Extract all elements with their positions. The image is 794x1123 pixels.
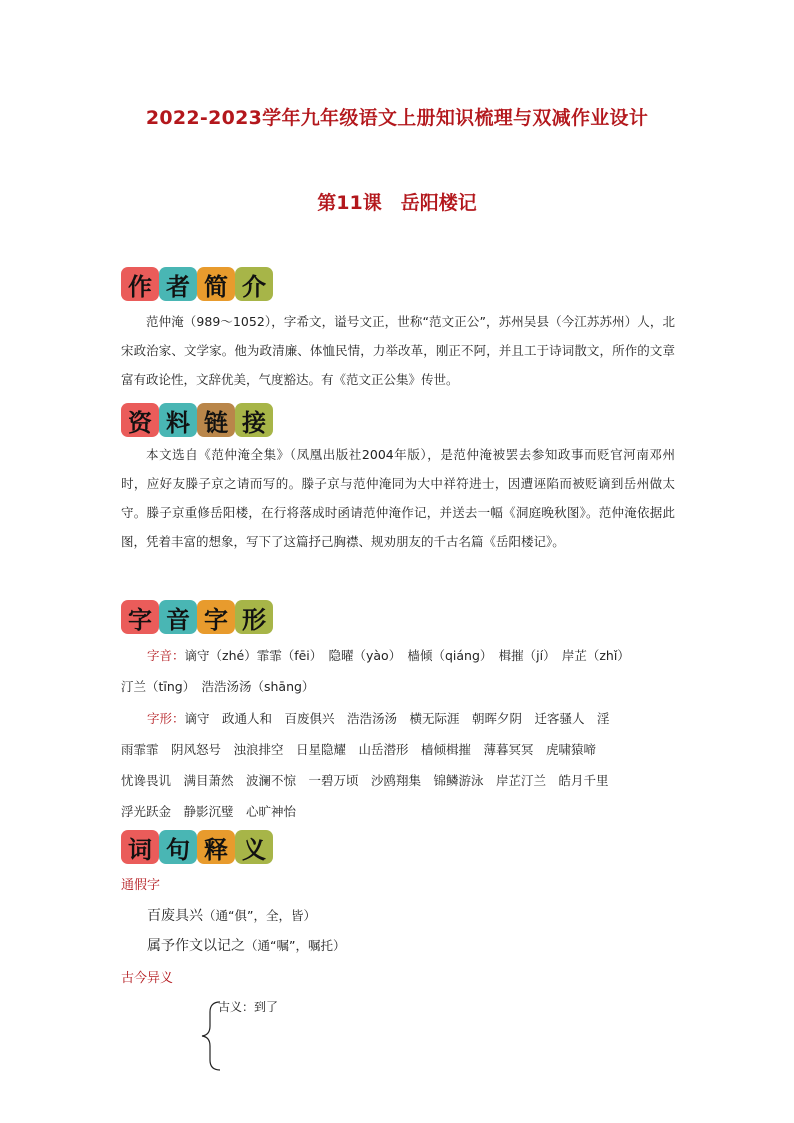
tongjia-note: （通“俱”，全，皆） xyxy=(203,908,316,923)
header-tile: 形 xyxy=(235,600,273,634)
header-tile: 词 xyxy=(121,830,159,864)
pronunciation-line-1 xyxy=(147,646,630,664)
pronunciation-line-2: 汀兰（tīng） 浩浩汤汤（shāng） xyxy=(121,679,315,694)
header-tile: 简 xyxy=(197,267,235,301)
header-tile: 音 xyxy=(159,600,197,634)
shape-text: 谪守 政通人和 百废俱兴 浩浩汤汤 横无际涯 朝晖夕阴 迁客骚人 淫 xyxy=(184,711,610,726)
tongjia-item xyxy=(147,935,345,955)
section-header-pronunciation xyxy=(121,600,341,636)
header-tile: 者 xyxy=(159,267,197,301)
document-title: 2022-2023学年九年级语文上册知识梳理与双减作业设计 xyxy=(145,107,649,129)
tongjia-phrase: 属予作文以记之 xyxy=(147,938,245,954)
shape-label: 字形： xyxy=(147,711,185,726)
shape-line-3: 忧谗畏讥 满目萧然 波澜不惊 一碧万顷 沙鸥翔集 锦鳞游泳 岸芷汀兰 皓月千里 xyxy=(121,773,609,788)
header-tile: 字 xyxy=(197,600,235,634)
tongjia-item xyxy=(147,905,316,925)
header-tile: 句 xyxy=(159,830,197,864)
section-header-reference xyxy=(121,403,341,439)
gujin-heading: 古今异义 xyxy=(121,971,174,986)
header-tile: 字 xyxy=(121,600,159,634)
section-header-author xyxy=(121,267,341,303)
header-tile: 接 xyxy=(235,403,273,437)
shape-line-2: 雨霏霏 阴风怒号 浊浪排空 日星隐耀 山岳潜形 樯倾楫摧 薄暮冥冥 虎啸猿啼 xyxy=(121,742,597,757)
header-tile: 释 xyxy=(197,830,235,864)
header-tile: 作 xyxy=(121,267,159,301)
section-header-explanation xyxy=(121,830,341,866)
shape-line-1 xyxy=(147,709,610,727)
gujin-ancient-meaning: 古义：到了 xyxy=(218,1000,279,1014)
header-tile: 介 xyxy=(235,267,273,301)
pronunciation-label: 字音： xyxy=(147,648,185,663)
header-tile: 料 xyxy=(159,403,197,437)
header-tile: 链 xyxy=(197,403,235,437)
header-tile: 义 xyxy=(235,830,273,864)
author-paragraph: 范仲淹（989～1052），字希文，谥号文正，世称“范文正公”，苏州吴县（今江苏苏州）人，北宋政治家、文学家。他为政清廉、体恤民情，力举改革，刚正不阿，并且工于诗词散文，所作的文章富有政论性，文辞优美，气度豁达。有《范文正公集》传世。 xyxy=(121,314,675,387)
shape-line-4: 浮光跃金 静影沉璧 心旷神怡 xyxy=(121,804,297,819)
reference-paragraph: 本文选自《范仲淹全集》（凤凰出版社2004年版），是范仲淹被罢去参知政事而贬官河南邓州时，应好友滕子京之请而写的。滕子京与范仲淹同为大中祥符进士，因遭诬陷而被贬谪到岳州做太守。滕子京重修岳阳楼，在行将落成时函请范仲淹作记，并送去一幅《洞庭晚秋图》。范仲淹依据此图，凭着丰富的想象，写下了这篇抒己胸襟、规劝朋友的千古名篇《岳阳楼记》。 xyxy=(121,447,675,549)
lesson-title: 第11课 岳阳楼记 xyxy=(317,192,477,214)
tongjia-heading: 通假字 xyxy=(121,878,161,893)
header-tile: 资 xyxy=(121,403,159,437)
pronunciation-text: 谪守（zhé）霏霏（fēi） 隐曜（yào） 樯倾（qiáng） 楫摧（jí） 岸芷（zhǐ） xyxy=(184,648,630,663)
tongjia-phrase: 百废具兴 xyxy=(147,908,203,924)
tongjia-note: （通“嘱”，嘱托） xyxy=(245,938,346,953)
